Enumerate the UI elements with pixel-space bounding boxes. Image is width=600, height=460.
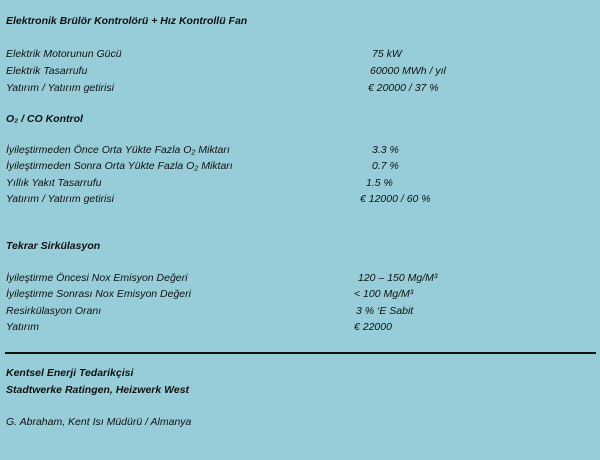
row-value: € 20000 / 37 % bbox=[368, 82, 439, 94]
divider bbox=[5, 352, 596, 354]
data-row bbox=[6, 65, 586, 79]
row-value: € 22000 bbox=[354, 321, 392, 333]
data-row bbox=[6, 144, 586, 158]
data-row bbox=[6, 272, 586, 286]
footer-author: G. Abraham, Kent Isı Müdürü / Almanya bbox=[6, 416, 192, 428]
row-value: 1.5 % bbox=[366, 177, 393, 189]
row-value: € 12000 / 60 % bbox=[360, 193, 431, 205]
row-label: İyileştirme Öncesi Nox Emisyon Değeri bbox=[6, 272, 188, 284]
section-title-recirculation: Tekrar Sirkülasyon bbox=[6, 240, 101, 252]
row-value: 120 – 150 Mg/M³ bbox=[358, 272, 438, 284]
section-title-o2-co: O₂ / CO Kontrol bbox=[6, 113, 83, 125]
row-label: Elektrik Motorunun Gücü bbox=[6, 48, 122, 60]
data-row bbox=[6, 288, 586, 302]
data-row bbox=[6, 160, 586, 174]
row-label: Yatırım bbox=[6, 321, 40, 333]
data-row bbox=[6, 321, 586, 335]
data-row bbox=[6, 177, 586, 191]
row-label: Yıllık Yakıt Tasarrufu bbox=[6, 177, 102, 189]
footer-organization: Kentsel Enerji Tedarikçisi bbox=[6, 367, 134, 379]
row-label: İyileştirmeden Önce Orta Yükte Fazla O₂ Miktarı bbox=[6, 144, 230, 156]
row-value: 60000 MWh / yıl bbox=[370, 65, 446, 77]
row-label: Yatırım / Yatırım getirisi bbox=[6, 82, 114, 94]
row-value: 75 kW bbox=[372, 48, 402, 60]
row-label: Yatırım / Yatırım getirisi bbox=[6, 193, 114, 205]
data-row bbox=[6, 82, 586, 96]
row-value: 3 % ‘E Sabit bbox=[356, 305, 414, 317]
row-value: 3.3 % bbox=[372, 144, 399, 156]
footer-plant: Stadtwerke Ratingen, Heizwerk West bbox=[6, 384, 190, 396]
data-row bbox=[6, 193, 586, 207]
row-value: < 100 Mg/M³ bbox=[354, 288, 414, 300]
data-row bbox=[6, 305, 586, 319]
row-label: Resirkülasyon Oranı bbox=[6, 305, 102, 317]
section-title-burner: Elektronik Brülör Kontrolörü + Hız Kontrollü Fan bbox=[6, 15, 248, 27]
row-label: İyileştirme Sonrası Nox Emisyon Değeri bbox=[6, 288, 191, 300]
row-value: 0.7 % bbox=[372, 160, 399, 172]
data-row bbox=[6, 48, 586, 62]
row-label: Elektrik Tasarrufu bbox=[6, 65, 88, 77]
row-label: İyileştirmeden Sonra Orta Yükte Fazla O₂ Miktarı bbox=[6, 160, 233, 172]
